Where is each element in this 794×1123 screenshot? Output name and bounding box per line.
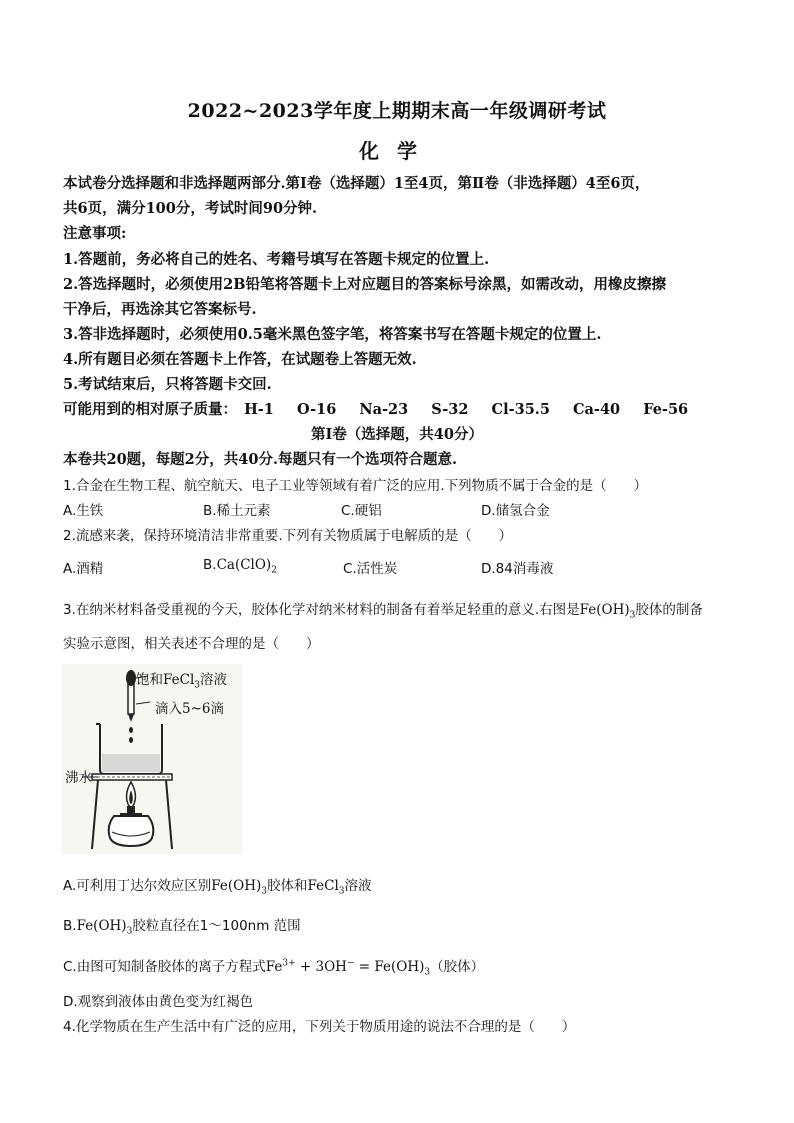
q3-stem-post: 胶体的制备 (635, 602, 703, 618)
q3-option-c-sub-3: 3 (424, 967, 431, 978)
drop-icon (129, 737, 133, 743)
figure-label-water: 沸水 (65, 770, 92, 786)
q3-option-c-eq-3: = Fe(OH) (354, 959, 425, 975)
q3-option-b-sub: 3 (126, 926, 133, 937)
q3-stem-line-1 (63, 598, 703, 621)
figure-label-solution (136, 668, 227, 691)
note-5: 5.考试结束后，只将答题卡交回. (63, 376, 272, 393)
mass-item: O-16 (296, 401, 337, 418)
exam-subject: 化学 (359, 139, 435, 163)
q1-option-d: D.储氢合金 (481, 503, 550, 519)
mass-item: Na-23 (359, 401, 409, 418)
q3-option-a-sub-2: 3 (338, 886, 345, 897)
section-desc: 本卷共20题，每题2分，共40分.每题只有一个选项符合题意. (63, 451, 458, 468)
q3-option-b-post: 胶粒直径在1～100nm 范围 (132, 918, 301, 934)
mass-item: H-1 (244, 401, 274, 418)
notes-heading: 注意事项: (63, 225, 127, 242)
q3-stem-formula: Fe(OH) (579, 602, 630, 618)
q3-option-d: D.观察到液体由黄色变为红褐色 (63, 994, 254, 1010)
wire-gauze-icon (92, 774, 172, 780)
atomic-masses (63, 398, 688, 419)
q4-stem: 4.化学物质在生产生活中有广泛的应用，下列关于物质用途的说法不合理的是（ ） (63, 1019, 576, 1035)
q1-stem: 1.合金在生物工程、航空航天、电子工业等领域有着广泛的应用.下列物质不属于合金的是（ ） (63, 478, 648, 494)
q2-option-b (203, 557, 343, 577)
q1-options (63, 499, 763, 519)
q3-option-a-formula-1: Fe(OH) (211, 878, 262, 894)
section-title: 第Ⅰ卷（选择题，共40分） (311, 426, 483, 443)
q2-option-a: A.酒精 (63, 561, 104, 577)
q3-stem-subscript: 3 (629, 610, 636, 621)
figure-label-solution-sub: 3 (194, 680, 200, 691)
q3-option-c-post: （胶体） (430, 959, 485, 975)
mass-item: Fe-56 (643, 401, 689, 418)
q3-stem-line-2: 实验示意图，相关表述不合理的是（ ） (63, 636, 320, 652)
note-4: 4.所有题目必须在答题卡上作答，在试题卷上答题无效. (63, 351, 417, 368)
mass-item: S-32 (431, 401, 469, 418)
q3-option-a-pre: A.可利用丁达尔效应区别 (63, 878, 212, 894)
q2-option-c: C.活性炭 (343, 561, 398, 577)
q2-stem: 2.流感来袭，保持环境清洁非常重要.下列有关物质属于电解质的是（ ） (63, 528, 513, 544)
mass-item: Cl-35.5 (491, 401, 550, 418)
q3-option-c-sup-1: 3+ (282, 958, 296, 969)
note-3: 3.答非选择题时，必须使用0.5毫米黑色签字笔，将答案书写在答题卡规定的位置上. (63, 326, 602, 343)
q3-option-b-formula: Fe(OH) (76, 918, 127, 934)
intro-line-1: 本试卷分选择题和非选择题两部分.第Ⅰ卷（选择题）1至4页，第Ⅱ卷（非选择题）4至6页， (63, 175, 650, 192)
q2-option-b-prefix: B. (203, 557, 217, 573)
q2-option-b-subscript: 2 (271, 565, 277, 576)
note-1: 1.答题前，务必将自己的姓名、考籍号填写在答题卡规定的位置上. (63, 251, 490, 268)
q3-option-a (63, 874, 372, 897)
colloid-apparatus-figure (62, 664, 242, 854)
figure-label-solution-pre: 饱和FeCl (136, 672, 195, 688)
q3-option-c (63, 955, 484, 978)
intro-line-2: 共6页，满分100分，考试时间90分钟. (63, 200, 318, 217)
exam-title: 2022~2023学年度上期期末高一年级调研考试 (187, 100, 607, 122)
q3-option-c-sup-2: − (346, 958, 355, 969)
figure-label-solution-post: 溶液 (200, 672, 227, 688)
q1-option-b: B.稀土元素 (203, 503, 271, 519)
note-2a: 2.答选择题时，必须使用2B铅笔将答题卡上对应题目的答案标号涂黑，如需改动，用橡皮擦擦 (63, 276, 666, 293)
mass-item: Ca-40 (573, 401, 621, 418)
q3-option-c-pre: C.由图可知制备胶体的离子方程式 (63, 959, 266, 975)
q2-option-d: D.84消毒液 (481, 561, 554, 577)
q2-option-b-formula: Ca(ClO) (216, 557, 272, 573)
q3-option-c-eq-2: + 3OH (295, 959, 347, 975)
q3-option-a-formula-2: FeCl (307, 878, 339, 894)
q3-option-a-post: 溶液 (344, 878, 372, 894)
q1-option-a: A.生铁 (63, 503, 104, 519)
atomic-masses-label: 可能用到的相对原子质量： (63, 401, 237, 418)
note-2b: 干净后，再选涂其它答案标号. (63, 301, 257, 318)
q3-option-b-pre: B. (63, 918, 77, 934)
drop-icon (129, 727, 133, 733)
q3-option-a-mid: 胶体和 (267, 878, 308, 894)
q3-option-b (63, 914, 301, 937)
q3-stem-pre: 3.在纳米材料备受重视的今天，胶体化学对纳米材料的制备有着举足轻重的意义.右图是 (63, 602, 580, 618)
q1-option-c: C.硬铝 (341, 503, 382, 519)
q3-option-c-eq-1: Fe (265, 959, 283, 975)
figure-label-drops: 滴入5~6滴 (155, 701, 224, 717)
q3-option-a-sub-1: 3 (261, 886, 268, 897)
q2-options (63, 557, 763, 577)
